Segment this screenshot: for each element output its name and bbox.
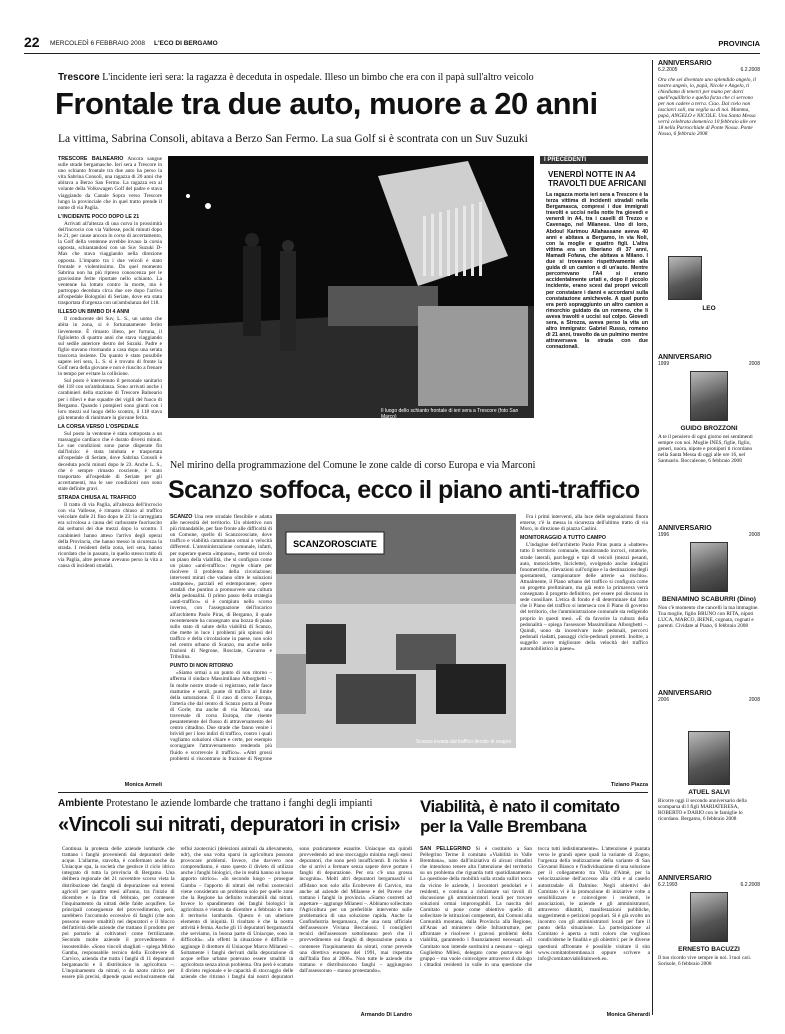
anniversary-3-head: ANNIVERSARIO — [658, 525, 712, 532]
page-header — [24, 34, 760, 54]
article3-kicker — [58, 798, 418, 809]
anniversary-3-name: BENIAMINO SCABURRI (Dino) — [662, 596, 756, 603]
anniversary-5 — [658, 875, 760, 1015]
article2-column2 — [520, 514, 648, 762]
article1-body1: Arrivati all'altezza di una curva in prossimità dell'incrocio con via Vallesse, pochi minuti dopo le 21, per cause ancora in corso di accertamento, la Golf della ventenne avrebbe invaso la corsia opposta, schiantandosi con un Suv Suzuki D-Max che stava viaggiando nella direzione opposta. L'impatto tra i due veicoli è stato frontale e violentissimo. Da quel momento Sabrina non ha più ripreso conoscenza per le gravissime ferite riportate nello schianto. La ventenne ha lottato contro la morte, ma è purtroppo deceduta circa due ore dopo l'arrivo all'ospedale Bolognini di Seriate, dove era stata trasportata d'urgenza con un'ambulanza del 118. — [58, 220, 162, 307]
article2-author: Tiziano Piazza — [610, 782, 648, 788]
anniversary-2-text: A te il pensiero di ogni giorno nei sentimenti sempre con noi. Moglie INES, figlie, figlio, generi, nuora, nipote e pronipoti ti ricordano nella Santa Messa di oggi alle ore 16, nel Santuario. Boccaleone, 6 febbraio 2008 — [658, 434, 753, 464]
article1-sub2: ILLESO UN BIMBO DI 4 ANNI — [58, 309, 130, 316]
anniversary-4-date-left: 2006 — [658, 697, 670, 703]
newspaper-name: L'ECO DI BERGAMO — [154, 40, 218, 47]
precedenti-label: I PRECEDENTI — [540, 156, 648, 164]
anniversary-2-date-right: 2008 — [748, 361, 760, 367]
article3-kicker-place: Ambiente — [58, 798, 104, 809]
article1-sub1: L'INCIDENTE POCO DOPO LE 21 — [58, 213, 140, 220]
anniversary-3-text: Non c'è momento che cancelli la tua immagine. Tua moglie, figlio BRUNO con RITA, nipoti LUCA, MARCO, IRENE, cognata, cognati e parenti. Cividate al Piano, 6 febbraio 2008 — [658, 605, 759, 629]
article1-intro: Ancora sangue sulle strade bergamasche. Ieri sera a Trescore in uno schianto frontale tra due auto ha perso la vita Sabrina Consoli, una ragazza di 20 anni che abitava a Berzo San Fermo. La ragazza era al volante della Volkswagen Golf del padre e stava viaggiando da Canale Sopra verso Trescore lungo la provinciale che in quel tratto prende il nome di via Paglia. — [58, 156, 162, 211]
anniversary-2-head: ANNIVERSARIO — [658, 354, 712, 361]
article4-dateline: SAN PELLEGRINO — [420, 846, 471, 852]
anniversary-4 — [658, 690, 760, 840]
article1-body3: Sul posto è intervenuto il personale sanitario del 118 con un'ambulanza. Sono arrivati anche i carabinieri della stazione di Trescore Balneario per i rilievi e due squadre dei vigili del fuoco di Bergamo. Quando i pompieri sono giunti con i loro mezzi sul luogo dello scontro, il 118 stava già tentando di rianimare la giovane ferita. — [58, 378, 162, 421]
anniversary-3 — [658, 525, 760, 665]
crash-scene-photo — [168, 156, 534, 418]
anniversary-5-date-right: 6.2.2008 — [740, 882, 760, 888]
article1-title: Frontale tra due auto, muore a 20 anni — [55, 86, 598, 121]
article1-dateline: TRESCORE BALNEARIO — [58, 156, 124, 162]
anniversary-1-date-left: 6.2.2005 — [658, 67, 678, 73]
article2-sub2: MONITORAGGIO A TUTTO CAMPO — [520, 535, 606, 542]
article1-kicker-text: L'incidente ieri sera: la ragazza è deceduta in ospedale. Illeso un bimbo che era con il papà sull'altro veicolo — [102, 72, 534, 83]
article2-dateline: SCANZO — [170, 514, 193, 520]
anniversary-5-photo — [690, 892, 728, 942]
anniversary-4-photo — [688, 731, 730, 785]
anniversary-column-rule — [652, 60, 653, 1015]
anniversary-3-date-left: 1996 — [658, 532, 670, 538]
article3-kicker-text: Protestano le aziende lombarde che trattano i fanghi degli impianti — [106, 798, 373, 809]
article1-sub3: LA CORSA VERSO L'OSPEDALE — [58, 423, 139, 430]
article1-kicker — [58, 72, 648, 83]
article1-kicker-place: Trescore — [58, 72, 100, 83]
traffic-illustration — [276, 514, 516, 748]
anniversary-4-text: Ricorre oggi il secondo anniversario della scomparsa di I figli MARIATERESA, ROBERTO e DARIO con le famiglie lo ricordano. Bergamo, 6 febbraio 2008 — [658, 798, 747, 822]
article2-sub1: PUNTO DI NON RITORNO — [170, 663, 233, 670]
header-rule — [24, 53, 760, 54]
article1-body4: Sul posto la ventenne è stata sottoposta a un massaggio cardiaco che è durato diversi minuti. Le sue condizioni sono parse disperate fin dall'inizio: è stata intubata e trasportata all'ospedale di Seriate, dove Sabrina Consoli è deceduta pochi minuti dopo le 23. Anche L. S., che è sempre rimasto cosciente, è stato trasportato all'ospedale di Seriate per gli accertamenti, ma le sue condizioni non sono state definite gravi. — [58, 431, 162, 492]
anniversary-1-head: ANNIVERSARIO — [658, 60, 712, 67]
anniversary-1-date-right: 6.2.2008 — [740, 67, 760, 73]
article2-column1 — [170, 514, 272, 762]
anniversary-3-photo — [690, 542, 728, 592]
anniversary-1-text: Ora che sei diventato uno splendido angelo, il nostro angelo, io, papà, Nicole e Angelo, ti chiediamo di tenerci per mano per darci quell'equilibrio e quella forza che ci servono per non cadere a terra. Ciao. Dal cielo non lasciarci soli, ma veglia su di noi. Mamma, papà, ANGELO e NICOLE. Una Santa Messa verrà celebrata domenica 10 febbraio alle ore 18 nella Parrocchiale di Ponte Nossa. Ponte Nossa, 6 febbraio 2008 — [658, 77, 757, 137]
article3-title: «Vincoli sui nitrati, depuratori in crisi» — [58, 814, 401, 836]
anniversary-4-head: ANNIVERSARIO — [658, 690, 712, 697]
article3-author: Armando Di Landro — [360, 1012, 412, 1018]
precedenti-box — [540, 156, 648, 458]
anniversary-4-name: ATUEL SALVI — [688, 789, 730, 796]
article1-body5: Il tratto di via Paglia, all'altezza dell'incrocio con via Vallesse, è rimasto chiuso al traffico veicolare dalle 21 fino dopo le 23: la carreggiata era scivolosa a causa del carburante fuoriuscito dai serbatoi dei due mezzi dopo lo scontro. I carabinieri hanno atteso l'arrivo degli operai della Provincia, che hanno messo in sicurezza la strada. I residenti della zona, ieri sera, hanno ricordato che in passato, in quello stesso tratto di via Paglia, altre persone avevano perso la vita a causa di incidenti stradali. — [58, 502, 162, 569]
anniversary-3-date-right: 2008 — [748, 532, 760, 538]
article4-author: Monica Gherardi — [606, 1012, 650, 1018]
anniversary-1-name: LEO — [702, 305, 716, 312]
article4-title-line2: per la Valle Brembana — [420, 817, 587, 836]
article1-body2: Il conducente del Suv, L. S., un uomo che abita in zona, si è fortunatamente ferito lievemente. È rimasto illeso, per fortuna, il figlioletto di quattro anni che stava viaggiando sul sedile anteriore destro del Suzuki. Padre e figlio stavano ritornando a casa dopo una serata trascorsa insieme. Da quanto è stato possibile sapere ieri sera, L. S. si è trovato di fronte la Golf nera della giovane e non è riuscito a frenare in tempo per evitare la collisione. — [58, 316, 162, 378]
anniversary-2-dates — [658, 361, 760, 367]
traffic-sign-text: SCANZOROSCIATE — [293, 539, 377, 549]
precedenti-body: La ragazza morta ieri sera a Trescore è la terza vittima di incidenti stradali nella Bergamasca, compresi i due immigrati travolti e uccisi nella notte fra giovedì e venerdì in A4, tra i caselli di Trezzo e Cavenago, nel Milanese. Uno di loro, Abdoul Karimou Allahassane aveva 40 anni e abitava a Bergamo, in via Noli, con la moglie e quattro figli. L'altra vittima era un liberiano di 37 anni, Mamadi Fofana, che abitava a Milano. I due si trovavano rispettivamente alla guida di un camion e di un'auto. Mentre percorrevano l'A4 si erano accidentalmente urtati e, dopo il piccolo incidente, erano scesi dai propri veicoli per constatare i danni e accordarsi sulla constatazione amichevole. A quel punto era però sopraggiunto un altro camion a rimorchio guidato da un romeno, che li aveva travolti e uccisi sul colpo. Giovedì sera, a Strozza, aveva perso la vita un altro immigrato: Gabriel Russo, romeno di 21 anni, travolto da un pulmino mentre attraversava la strada con due connazionali. — [546, 192, 648, 351]
page-number: 22 — [24, 34, 40, 50]
header-date: MERCOLEDÌ 6 FEBBRAIO 2008 — [50, 40, 146, 47]
crash-photo-caption — [381, 408, 534, 418]
article2-body-b: «Siamo ormai a un punto di non ritorno – afferma il sindaco Massimiliano Alborghetti –. In molte nostre strade si registrano, nelle fasce mattutine e serali, punte di traffico al limite della saturazione. È il caso di corso Europa, l'arteria che dal centro di Scanzo porta al Ponte di Gorle; ma anche di via Marconi, una traversale di corso Europa, che risente pesantemente del flusso di attraversamento del centro cittadino. Due strade che fanno venire i brividi per i loro indici di traffico, contro i quali vogliamo soluzioni chiare e certe, per esempio scoraggiare l'attraversamento rendendo più fluido e scorrevole il traffico». «Altri grossi problemi si riscontrano in frazione di Negrone — [170, 670, 272, 762]
crash-scene-illustration — [168, 156, 534, 418]
anniversary-5-head: ANNIVERSARIO — [658, 875, 712, 882]
article2-body-a: Una rete stradale flessibile e adatta alle necessità del territorio. Un obiettivo non più rimandabile, per fare fronte alle difficoltà di un Comune, quello di Scanzorosciate, dove traffico e viabilità camminano ormai a velocità differenti. L'amministrazione comunale, infatti, per superare questa «impasse», mette sul tavolo un piano della viabilità, che si configura come un piano «anti-traffico»: regole chiare per risolvere il problema della circolazione; interventi mirati che vadano oltre le soluzioni «tampone», parziali ed estemporanee; opere stradali che puntino a promuovere una cultura della pedonalità. Il primo passo della strategia «anti-traffico» si è compiuto nello scorso inverno, con l'assegnazione dell'incarico all'architetto Paolo Piras, di Bergamo, il quale recentemente ha consegnato una bozza di piano sullo stato di salute della viabilità di Scanzo, che mette in luce i problemi più spinosi del traffico e della circolazione in paese, non solo nel centro urbano di Scanzo, ma anche nelle frazioni di Negrone, Rosciate, Gavarno e Tribulina. — [170, 514, 272, 661]
anniversary-5-date-left: 6.2.1993 — [658, 882, 678, 888]
anniversary-5-dates — [658, 882, 760, 888]
anniversary-5-name: ERNESTO BACUZZI — [678, 946, 740, 953]
anniversary-1-dates — [658, 67, 760, 73]
traffic-photo — [276, 514, 516, 748]
anniversary-2-date-left: 1999 — [658, 361, 670, 367]
article2-title: Scanzo soffoca, ecco il piano anti-traffico — [168, 476, 640, 504]
anniversary-4-date-right: 2008 — [748, 697, 760, 703]
precedenti-title: VENERDÌ NOTTE IN A4 TRAVOLTI DUE AFRICANI — [548, 170, 647, 188]
article4-body-text: Si è costituito a San Pellegrino Terme il comitato «Viabilità in Valle Brembana», nato dall'iniziativa di alcuni cittadini che intendono tenere alta l'attenzione del territorio su un problema che riguarda tutti quotidianamente. La questione della mobilità sulla strada valliri tocca da vicino le aziende, i lavoratori pendolari e i residenti, e continua a richiamare sui tavoli di discussione gli amministratori locali per trovare soluzioni ormai improrogabili. La nascita del Comitato si pone come obiettivo quello di sollecitare le istituzioni competenti, dai Comuni alla Comunità montana, dalla Provincia alla Regione, all'Anas ad ministero delle Infrastrutture, per affrontare e risolvere i gravosi problemi della viabilità, garantendo i finanziamenti necessari. «Il Comitato non intende sostituirsi a nessuno – spiega Guglielmo Milesi, delegato come portavoce del gruppo – ma vuole coinvolgere attraverso il dialogo i cittadini residenti in valle in una questione che tocca tutti indistintamente». L'attenzione è puntata verso le grandi opere quali la variante di Zogno, l'urgenza della realizzazione della variante di San Giovanni Bianco e l'individuazione di una soluzione per il collegamento tra Villa d'Almè, per la velocizzazione dell'accesso alla città e al casello autostradale di Dalmine. Negli obiettivi del Comitato vi è la promozione di iniziative volte a sensibilizzare e coinvolgere i residenti, le associazioni, le aziende e gli amministratori, attraverso dibattiti, manifestazioni pubbliche, suggerimenti e petizioni popolari. Si è già svolto un incontro con gli amministratori locali per fare il punto della situazione. La partecipazione al Comitato è aperta a tutti coloro che vogliono condividerne le finalità e gli obiettivi: per le diverse questioni affrontate è possibile visitare il sito www.comitatobrembana.it oppure scrivere a info@comitatoviabilitaloweb.eu. — [420, 846, 650, 968]
article4-body — [420, 846, 650, 1014]
article3-body: Continua la protesta delle aziende lombarde che trattano i fanghi provenienti dai depuratori delle acque. L'allarme, stavolta, è confermato anche da Uniacque spa, la società che gestisce il ciclo idrico integrato di tutta la provincia di Bergamo. Una delibera regionale del 21 novembre scorso vieta la distribuzione dei fanghi di depurazione sui terreni agricoli per quattro mesi all'anno, tra l'inizio di dicembre e la fine di febbraio, per contenere l'inquinamento da nitrati delle falde acquifere. Le principali conseguenze del provvedimento, però, sarebbero l'accumulo eccessivo di fanghi (che non possono essere smaltiti) nei depuratori e il blocco dell'attività delle aziende che trattano il prodotto per poi portarlo ai coltivatori come fertilizzante. Secondo molte aziende il provvedimento è insostenibile. «Sono vincoli sbagliati – spiega Mirko Gamba, responsabile tecnico della Ecoltevere di Carvico, azienda che tratta i fanghi di 11 depuratori bergamaschi e li distribuisce in agricoltura –. L'inquinamento da nitrati, o da azoto nitrico per essere più precisi, dipende quasi esclusivamente dai reflui zootecnici (deiezioni animali da allevamento, ndr), che una volta sparsi in agricoltura possono provocare problemi. Invece, che davvero non comprendiamo, è stato questo il divieto di utilizzo anche i fanghi biologici, che in realtà hanno un basso apporto nitrico». «In secondo luogo – prosegue Gamba – l'apporto di nitrati dei reflui zootecnici viene considerato un problema solo per quelle zone che la Regione ha definito vulnerabili dai nitrati. Invece lo spandimento dei fanghi biologici in agricoltura è vietato da dicembre a febbraio in tutto il territorio lombardo. Questo è un ulteriore elemento di iniquità. Il risultato è che la nostra attività è ferma. Anche gli 11 depuratori bergamaschi che serviamo, in buona parte di Uniacque, sono in difficoltà». «In effetti la situazione è difficile – aggiunge il direttore di Uniacque Marco Milanesi –. Soltamente i fanghi derivati dalla depurazione di acque reflue urbane potevano essere smaltiti in agricoltura senza alcun problema. Ora però è scattato il divieto regionale e le capacità di stoccaggio delle aziende che ritirano i fanghi dai nostri depuratori sono praticamente esaurite. Uniacque sta quindi provvedendo ad uno stoccaggio minimo negli stessi depuratori, che sono però insufficienti. Il rischio è che si arrivi a fermare senza sapere dove portare i fanghi di depurazione. Per ora c'è una grossa incognita». Molti altri depuratori bergamaschi si affidano non solo alla Ecoltevere di Carvico, ma anche ad aziende del Milanese e del Pavese che trattano i fanghi in provincia. «Siamo costretti ad aspettare – aggiunge Milanesi –. Abbiamo sollecitato l'Agricoltura per un preferibile intervento sulle problematica di una soluzione rapida. Anche la Confindustria bergamasca, che una nota ufficiale dell'assessore Viviana Beccalossi. I consiglieri tecnici dell'assessore sottolineano però che il provvedimento sui fanghi di depurazione punta a contenere l'inquinamento da nitrati, come prevede una direttiva europea del 1991, mai rispettata dall'Italia fino al 2006». Non tutte le aziende che trattano e distribuiscono fanghi – aggiungono dall'assessorato – stanno protestando». — [62, 846, 412, 980]
anniversary-2-name: GUIDO BROZZONI — [680, 425, 738, 432]
anniversary-5-text: Il tuo ricordo vive sempre in noi. I tuoi cari. Sorisole, 6 febbraio 2008 — [658, 955, 752, 967]
section-name: PROVINCIA — [718, 39, 760, 48]
article1-sub4: STRADA CHIUSA AL TRAFFICO — [58, 494, 137, 501]
anniversary-4-dates — [658, 697, 760, 703]
article2-body-d: L'indagine dell'architetto Paolo Piras punta a «battere» tutto il territorio comunale, monitorando incroci, rotatorie, strade laterali, parcheggi e tipi di veicoli (mezzi pesanti, auto, motociclette, biciclette), svolgendo anche indagini fonometriche, rilevazioni sull'origine e la destinazione degli spostamenti, campionature delle arterie «a rischio». Attualmente, il Piano urbano del traffico si configura come un progetto preliminare, ma già entro la primavera verrà consegnato il progetto definitivo, per essere poi discusso in sede consiliare. L'etica di fondo è di determinare dal fatto che il Piano del traffico si interseca con il Piano di governo del territorio, che l'amministrazione comunale sta redigendo proprio in questi mesi. «È da favorire la cultura della pedonalità – spiega l'assessore Massimiliano Alborghetti –. Quindi, uono da incentivare isole pedonali, percorsi pedonali riadatti, passaggi ciclo-pedonali protetti. Inoltre, a suggello avere migliorare della velocità del traffico automobilistico in paese». — [520, 542, 648, 652]
anniversary-2 — [658, 354, 760, 534]
anniversary-1-photo — [668, 256, 702, 300]
article2-kicker: Nel mirino della programmazione del Comune le zone calde di corso Europa e via Marconi — [170, 460, 536, 471]
crash-photo-caption-text: Il luogo dello schianto frontale di ieri sera a Trescore — [381, 408, 497, 414]
anniversary-1 — [658, 60, 760, 360]
crash-photo-credit: (foto San Marco) — [381, 408, 519, 418]
traffic-photo-caption: Scanzo invasa dal traffico decide di reagire — [416, 739, 512, 745]
article4-title-line1: Viabilità, è nato il comitato — [420, 797, 620, 816]
article1-author: Monica Armeli — [124, 782, 162, 788]
article2-body-c: Fra i primi interventi, alla luce delle segnalazioni finora emerse, c'è la messa in sicurezza dell'ultimo tratto di via Moro, in direzione di piazza Caslini. — [520, 514, 648, 533]
article1-subtitle: La vittima, Sabrina Consoli, abitava a Berzo San Fermo. La sua Golf si è scontrata con un Suv Suzuki — [58, 133, 528, 145]
anniversary-3-dates — [658, 532, 760, 538]
article2-bottom-rule — [58, 792, 648, 793]
anniversary-2-photo — [690, 371, 728, 421]
